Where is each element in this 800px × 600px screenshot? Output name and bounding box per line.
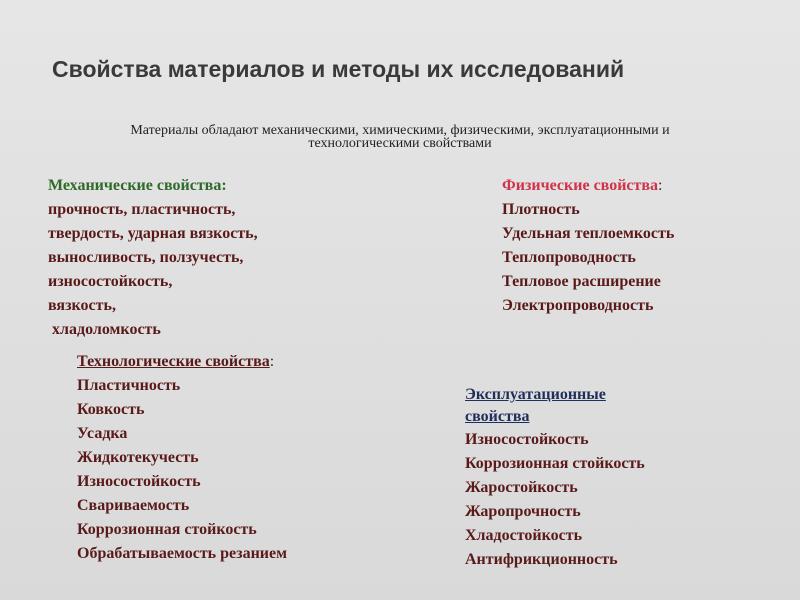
physical-properties-block [502,174,782,318]
physical-heading: Физические свойства [502,177,659,194]
list-item: твердость, ударная вязкость, [48,225,258,242]
list-item: Тепловое расширение [502,273,661,290]
list-item: Обрабатываемость резанием [77,545,287,562]
list-item: Жаростойкость [465,479,578,496]
list-item: Износостойкость [465,431,589,448]
mechanical-heading-row [48,174,378,198]
list-item: вязкость, [48,297,116,314]
list-item: износостойкость, [48,273,173,290]
subtitle-line: технологическими свойствами [308,136,492,151]
technological-properties-block [77,350,407,566]
operational-properties-block [465,384,725,572]
list-item: Усадка [77,425,128,442]
list-item: Коррозионная стойкость [465,455,645,472]
list-item: Теплопроводность [502,249,636,266]
list-item: прочность, пластичность, [48,201,236,218]
list-item: Жаропрочность [465,503,581,520]
operational-heading: Эксплуатационные свойства [465,386,606,425]
technological-heading: Технологические свойства [77,353,270,370]
mechanical-heading: Механические свойства [48,177,222,194]
list-item: Свариваемость [77,497,190,514]
list-item: Антифрикционность [465,551,618,568]
list-item: Плотность [502,201,580,218]
physical-heading-row [502,174,782,198]
list-item: Пластичность [77,377,181,394]
list-item: Хладостойкость [465,527,583,544]
technological-heading-row [77,350,407,374]
list-item: Коррозионная стойкость [77,521,257,538]
heading-colon: : [658,177,663,194]
list-item: Ковкость [77,401,145,418]
heading-colon: : [221,177,227,194]
list-item: Износостойкость [77,473,201,490]
subtitle-line: Материалы обладают механическими, химическими, физическими, эксплуатационными и [130,123,670,138]
slide-title: Свойства материалов и методы их исследований [52,56,625,82]
list-item: Жидкотекучесть [77,449,199,466]
list-item: Электропроводность [502,297,654,314]
heading-colon: : [269,353,275,370]
slide-subtitle [60,124,740,150]
mechanical-properties-block [48,174,378,342]
list-item: Удельная теплоемкость [502,225,675,242]
list-item: выносливость, ползучесть, [48,249,244,266]
list-item: хладоломкость [48,321,161,338]
